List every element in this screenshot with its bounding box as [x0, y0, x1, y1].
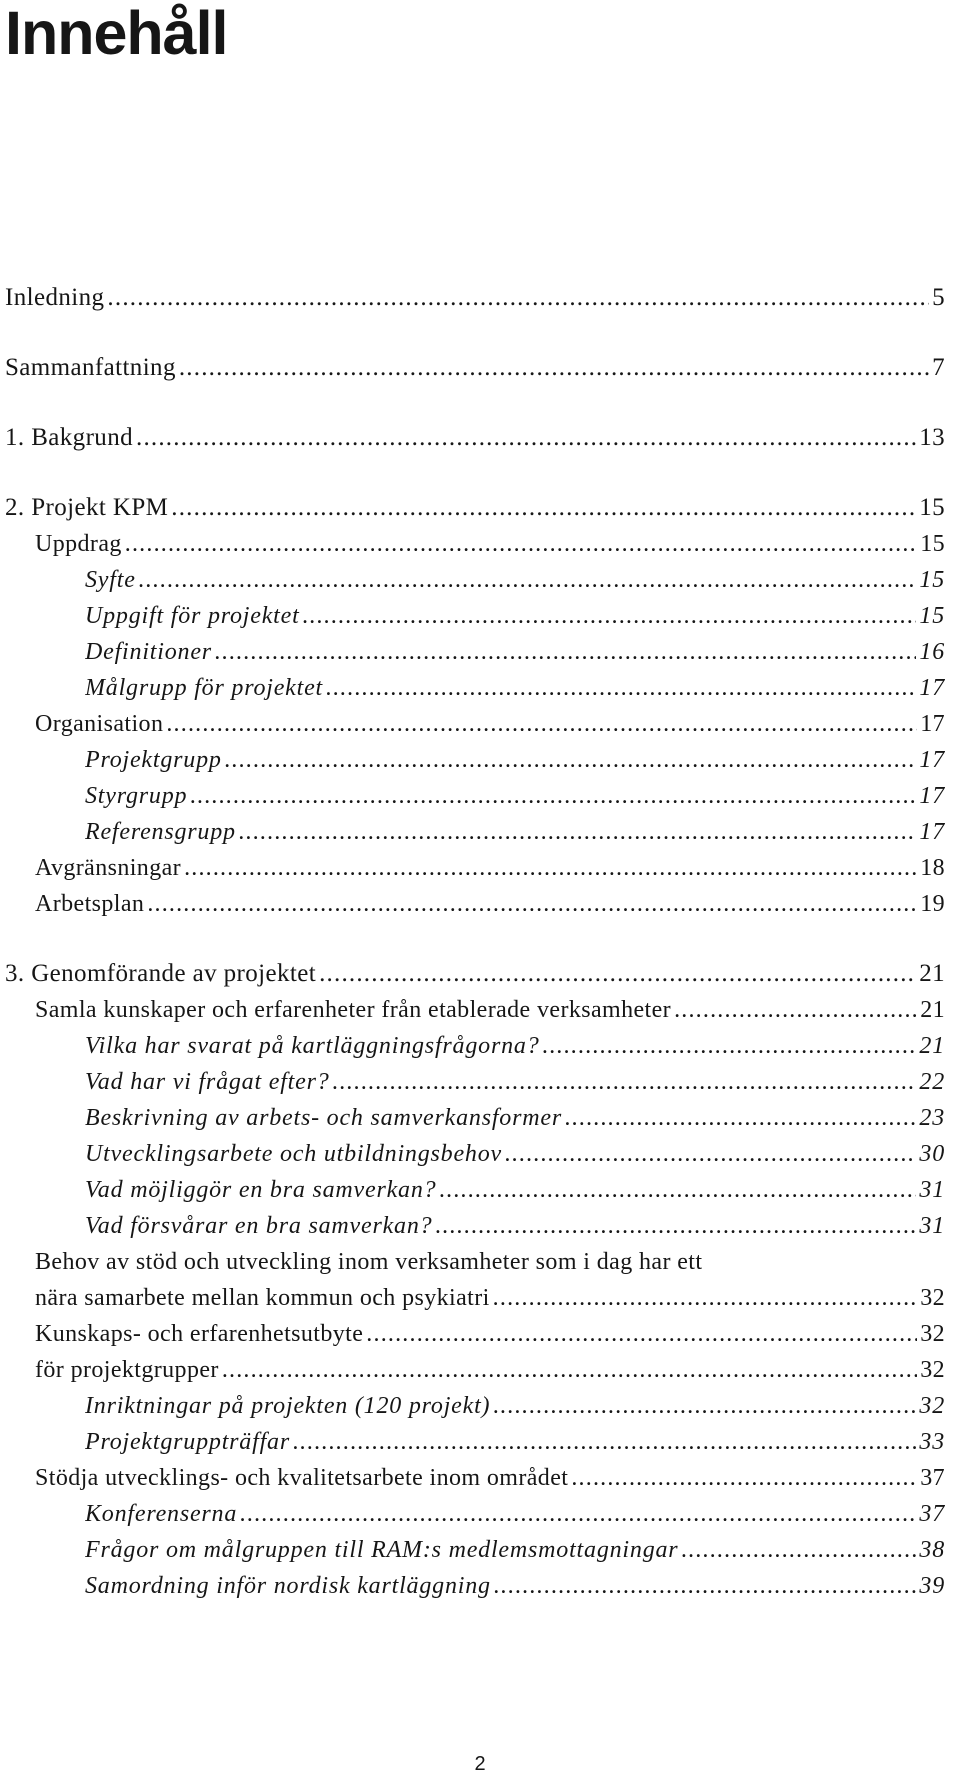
dot-leader [505, 1136, 916, 1172]
toc-entry-page: 37 [920, 1465, 945, 1491]
toc-entry-page: 15 [919, 494, 945, 521]
dot-leader [136, 420, 916, 456]
toc-entry-page: 23 [919, 1105, 945, 1131]
toc-entry-page: 30 [919, 1141, 945, 1167]
toc-entry-title: Organisation [35, 711, 164, 737]
dot-leader [171, 490, 916, 526]
dot-leader [190, 778, 916, 814]
toc-entry-beskrivning[interactable] [0, 1100, 960, 1136]
toc-entry-page: 38 [919, 1537, 945, 1563]
toc-entry-title: för projektgrupper [35, 1357, 219, 1383]
dot-leader [571, 1460, 917, 1496]
toc-entry-page: 22 [919, 1069, 945, 1095]
toc-entry-title-first-line: Behov av stöd och utveckling inom verksamheter som i dag har ett [35, 1249, 703, 1275]
toc-entry-title: Projektgrupp [85, 747, 222, 773]
toc-entry-title: Inledning [5, 284, 105, 311]
toc-entry-page: 32 [920, 1321, 945, 1347]
toc-entry-title: Stödja utvecklings- och kvalitetsarbete inom området [35, 1465, 569, 1491]
toc-entry-page: 7 [932, 354, 945, 381]
toc-entry-fragor-om-malgruppen[interactable] [0, 1532, 960, 1568]
dot-leader [184, 850, 917, 886]
toc-entry-styrgrupp[interactable] [0, 778, 960, 814]
dot-leader [125, 526, 917, 562]
toc-entry-title: Frågor om målgruppen till RAM:s medlemsmottagningar [85, 1537, 679, 1563]
toc-entry-title: Uppdrag [35, 531, 122, 557]
dot-leader [674, 992, 917, 1028]
dot-leader [303, 598, 917, 634]
toc-entry-title: Definitioner [85, 639, 212, 665]
dot-leader [147, 886, 917, 922]
dot-leader [494, 1568, 917, 1604]
dot-leader [333, 1064, 917, 1100]
toc-entry-page: 37 [919, 1501, 945, 1527]
toc-entry-title: Avgränsningar [35, 855, 182, 881]
toc-entry-arbetsplan[interactable] [0, 886, 960, 922]
toc-entry-vilka-har-svarat[interactable] [0, 1028, 960, 1064]
dot-leader [107, 280, 929, 316]
dot-leader [139, 562, 917, 598]
toc-entry-uppgift[interactable] [0, 598, 960, 634]
toc-entry-utvecklingsarbete[interactable] [0, 1136, 960, 1172]
toc-entry-kunskapsutbyte[interactable] [0, 1316, 960, 1352]
toc-entry-title: Kunskaps- och erfarenhetsutbyte [35, 1321, 364, 1347]
dot-leader [179, 350, 929, 386]
toc-entry-title: Referensgrupp [85, 819, 236, 845]
toc-entry-title: Vilka har svarat på kartläggningsfrågorna? [85, 1033, 540, 1059]
dot-leader [681, 1532, 916, 1568]
toc-entry-page: 32 [919, 1393, 945, 1419]
dot-leader [565, 1100, 916, 1136]
toc-entry-projekt-kpm[interactable] [0, 490, 960, 526]
toc-entry-sammanfattning[interactable] [0, 350, 960, 386]
toc-entry-title: Vad försvårar en bra samverkan? [85, 1213, 433, 1239]
toc-entry-title: Utvecklingsarbete och utbildningsbehov [85, 1141, 502, 1167]
toc-entry-title: 2. Projekt KPM [5, 494, 169, 521]
toc-entry-title: Beskrivning av arbets- och samverkansformer [85, 1105, 562, 1131]
toc-entry-genomforande[interactable] [0, 956, 960, 992]
toc-entry-page: 32 [920, 1357, 945, 1383]
toc-entry-inledning[interactable] [0, 280, 960, 316]
toc-entry-page: 39 [919, 1573, 945, 1599]
toc-entry-uppdrag[interactable] [0, 526, 960, 562]
dot-leader [319, 956, 916, 992]
toc-entry-projektgrupp[interactable] [0, 742, 960, 778]
dot-leader [293, 1424, 916, 1460]
toc-entry-title: Målgrupp för projektet [85, 675, 324, 701]
toc-entry-title: Arbetsplan [35, 891, 145, 917]
toc-entry-organisation[interactable] [0, 706, 960, 742]
toc-entry-for-projektgrupper[interactable] [0, 1352, 960, 1388]
toc-entry-page: 21 [919, 1033, 945, 1059]
toc-entry-page: 17 [919, 747, 945, 773]
toc-entry-vad-forsvarar[interactable] [0, 1208, 960, 1244]
toc-entry-page: 17 [919, 675, 945, 701]
toc-entry-page: 5 [932, 284, 945, 311]
toc-entry-konferenserna[interactable] [0, 1496, 960, 1532]
toc-entry-definitioner[interactable] [0, 634, 960, 670]
toc-entry-title: Vad har vi frågat efter? [85, 1069, 330, 1095]
toc-entry-page: 17 [919, 783, 945, 809]
toc-entry-page: 21 [919, 960, 945, 987]
toc-entry-title: 1. Bakgrund [5, 424, 133, 451]
dot-leader [215, 634, 916, 670]
toc-entry-page: 17 [919, 819, 945, 845]
toc-entry-projektgrupptraffar[interactable] [0, 1424, 960, 1460]
dot-leader [240, 1496, 916, 1532]
toc-entry-inriktningar[interactable] [0, 1388, 960, 1424]
dot-leader [239, 814, 917, 850]
dot-leader [543, 1028, 917, 1064]
toc-entry-page: 21 [920, 997, 945, 1023]
toc-entry-page: 32 [920, 1285, 945, 1311]
dot-leader [166, 706, 917, 742]
toc-entry-title: 3. Genomförande av projektet [5, 960, 317, 987]
dot-leader [435, 1208, 916, 1244]
dot-leader [493, 1388, 916, 1424]
toc-entry-title: Projektgruppträffar [85, 1429, 290, 1455]
dot-leader [493, 1280, 918, 1316]
toc-entry-behov-av-stod[interactable] [0, 1280, 960, 1316]
toc-entry-title: Sammanfattning [5, 354, 176, 381]
toc-entry-page: 33 [919, 1429, 945, 1455]
dot-leader [225, 742, 917, 778]
toc-entry-page: 31 [919, 1177, 945, 1203]
toc-entry-page: 15 [920, 531, 945, 557]
toc-entry-page: 19 [920, 891, 945, 917]
toc-entry-samla-kunskaper[interactable] [0, 992, 960, 1028]
toc-entry-title: nära samarbete mellan kommun och psykiatri [35, 1285, 490, 1311]
toc-entry-title: Samordning inför nordisk kartläggning [85, 1573, 491, 1599]
toc-entry-title: Inriktningar på projekten (120 projekt) [85, 1393, 491, 1419]
page-title: Innehåll [5, 0, 228, 67]
toc-entry-page: 15 [919, 567, 945, 593]
toc-entry-page: 13 [919, 424, 945, 451]
toc-entry-title: Uppgift för projektet [85, 603, 300, 629]
toc-entry-referensgrupp[interactable] [0, 814, 960, 850]
toc-entry-samordning[interactable] [0, 1568, 960, 1604]
dot-leader [326, 670, 916, 706]
dot-leader [439, 1172, 916, 1208]
toc-entry-avgransningar[interactable] [0, 850, 960, 886]
toc-entry-page: 18 [920, 855, 945, 881]
toc-entry-page: 31 [919, 1213, 945, 1239]
toc-entry-title: Styrgrupp [85, 783, 188, 809]
toc-entry-title: Konferenserna [85, 1501, 238, 1527]
toc-entry-vad-mojliggor[interactable] [0, 1172, 960, 1208]
toc-entry-vad-har-vi-fragat[interactable] [0, 1064, 960, 1100]
toc-entry-page: 17 [920, 711, 945, 737]
toc-entry-syfte[interactable] [0, 562, 960, 598]
dot-leader [366, 1316, 917, 1352]
toc-entry-page: 15 [919, 603, 945, 629]
page-number: 2 [474, 1753, 486, 1775]
toc-entry-bakgrund[interactable] [0, 420, 960, 456]
toc-entry-title: Syfte [85, 567, 136, 593]
toc-entry-page: 16 [919, 639, 945, 665]
toc-entry-stodja-utvecklings[interactable] [0, 1460, 960, 1496]
toc-entry-malgrupp[interactable] [0, 670, 960, 706]
toc-entry-title: Samla kunskaper och erfarenheter från etablerade verksamheter [35, 997, 672, 1023]
dot-leader [222, 1352, 917, 1388]
toc-entry-title: Vad möjliggör en bra samverkan? [85, 1177, 437, 1203]
